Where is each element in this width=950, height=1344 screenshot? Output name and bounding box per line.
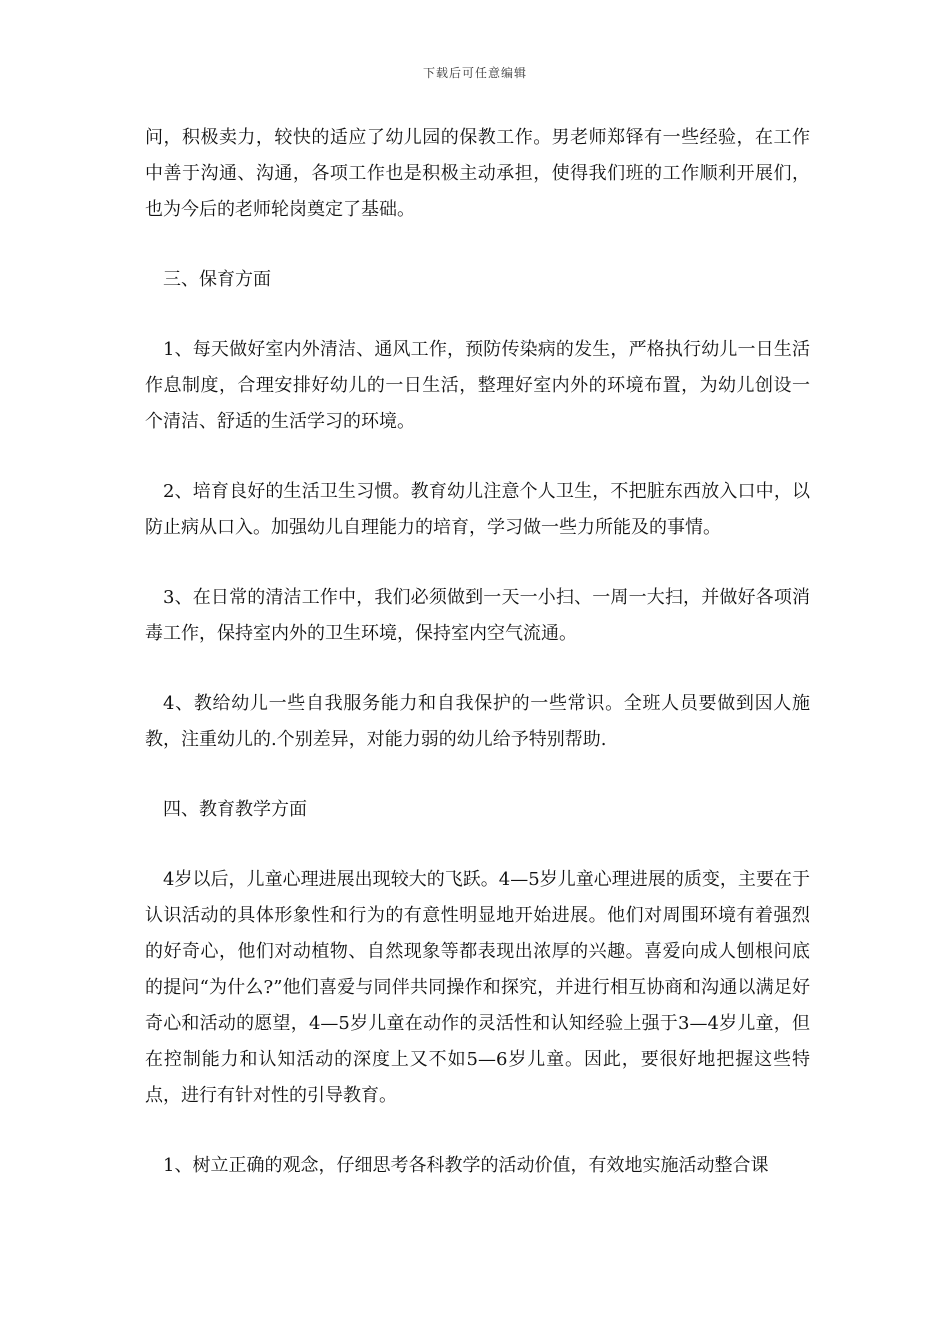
paragraph-item-1: 1、每天做好室内外清洁、通风工作，预防传染病的发生，严格执行幼儿一日生活作息制度，合理安排好幼儿的一日生活，整理好室内外的环境布置，为幼儿创设一个清洁、舒适的生活学习的环境。: [145, 339, 810, 432]
document-body: [145, 120, 810, 1218]
paragraph-teaching-item-1: 1、树立正确的观念，仔细思考各科教学的活动价值，有效地实施活动整合课: [163, 1155, 769, 1176]
section-heading-childcare: 三、保育方面: [163, 269, 271, 290]
paragraph-continuation: 问，积极卖力，较快的适应了幼儿园的保教工作。男老师郑铎有一些经验，在工作中善于沟通、沟通，各项工作也是积极主动承担，使得我们班的工作顺利开展们，也为今后的老师轮岗奠定了基础。: [145, 127, 810, 220]
page-header: 下载后可任意编辑: [422, 66, 527, 80]
paragraph-item-4: 4、教给幼儿一些自我服务能力和自我保护的一些常识。全班人员要做到因人施教，注重幼儿的.个别差异，对能力弱的幼儿给予特别帮助.: [145, 693, 810, 750]
section-heading-teaching: 四、教育教学方面: [163, 799, 307, 820]
paragraph-item-2: 2、培育良好的生活卫生习惯。教育幼儿注意个人卫生，不把脏东西放入口中，以防止病从口入。加强幼儿自理能力的培育，学习做一些力所能及的事情。: [145, 481, 810, 538]
paragraph-item-3: 3、在日常的清洁工作中，我们必须做到一天一小扫、一周一大扫，并做好各项消毒工作，保持室内外的卫生环境，保持室内空气流通。: [145, 587, 810, 644]
paragraph-child-development: 4岁以后，儿童心理进展出现较大的飞跃。4—5岁儿童心理进展的质变，主要在于认识活动的具体形象性和行为的有意性明显地开始进展。他们对周围环境有着强烈的好奇心，他们对动植物、自然现象等都表现出浓厚的兴趣。喜爱向成人刨根问底的提问“为什么?”他们喜爱与同伴共同操作和探究，并进行相互协商和沟通以满足好奇心和活动的愿望，4—5岁儿童在动作的灵活性和认知经验上强于3—4岁儿童，但在控制能力和认知活动的深度上又不如5—6岁儿童。因此，要很好地把握这些特点，进行有针对性的引导教育。: [145, 869, 810, 1106]
